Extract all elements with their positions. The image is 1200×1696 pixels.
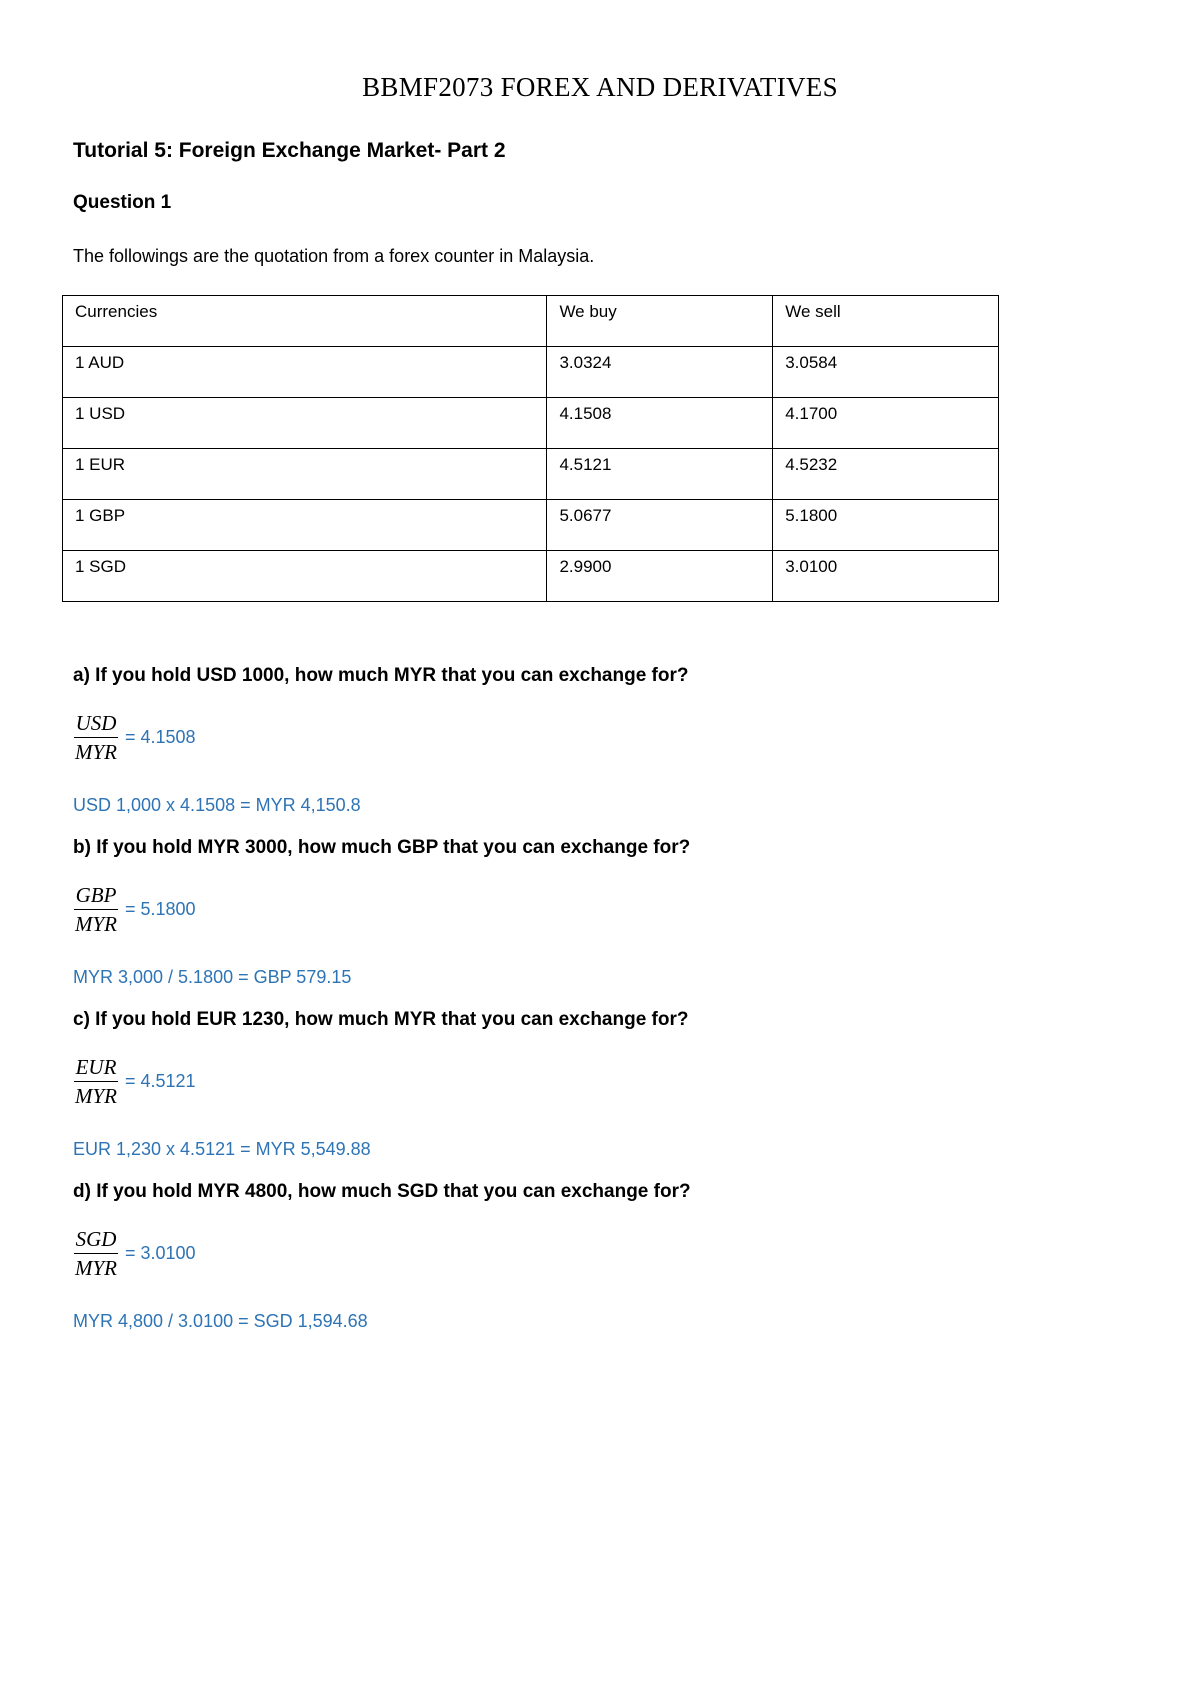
part-b <box>73 837 1073 987</box>
table-cell-currency: 1 EUR <box>63 449 547 500</box>
part-a-formula <box>73 709 196 766</box>
part-d-question: d) If you hold MYR 4800, how much SGD that you can exchange for? <box>73 1181 691 1202</box>
table-cell-currency: 1 USD <box>63 398 547 449</box>
fraction-denominator: MYR <box>75 912 117 936</box>
part-d-answer: MYR 4,800 / 3.0100 = SGD 1,594.68 <box>73 1311 368 1331</box>
part-a <box>73 665 1073 815</box>
part-c <box>73 1009 1073 1159</box>
table-header-currencies: Currencies <box>63 296 547 347</box>
fraction-numerator: SGD <box>74 1225 119 1254</box>
part-a-fraction <box>73 709 119 766</box>
part-d-fraction <box>73 1225 119 1282</box>
table-cell-sell: 4.5232 <box>773 449 999 500</box>
table-row <box>63 347 999 398</box>
question-heading: Question 1 <box>73 192 172 213</box>
part-b-fraction <box>73 881 119 938</box>
part-a-question: a) If you hold USD 1000, how much MYR that you can exchange for? <box>73 665 689 686</box>
part-c-rate: = 4.5121 <box>125 1071 196 1091</box>
table-row <box>63 500 999 551</box>
table-header-we-buy: We buy <box>547 296 773 347</box>
table-cell-buy: 5.0677 <box>547 500 773 551</box>
table-row <box>63 449 999 500</box>
part-c-answer: EUR 1,230 x 4.5121 = MYR 5,549.88 <box>73 1139 371 1159</box>
table-header-we-sell: We sell <box>773 296 999 347</box>
table-cell-buy: 2.9900 <box>547 551 773 602</box>
fraction-denominator: MYR <box>75 1256 117 1280</box>
fraction-denominator: MYR <box>75 1084 117 1108</box>
exchange-rate-table <box>62 295 999 602</box>
table-row <box>63 398 999 449</box>
part-c-fraction <box>73 1053 119 1110</box>
table-cell-sell: 5.1800 <box>773 500 999 551</box>
table-row <box>63 551 999 602</box>
table-cell-buy: 4.5121 <box>547 449 773 500</box>
part-b-question: b) If you hold MYR 3000, how much GBP that you can exchange for? <box>73 837 691 858</box>
fraction-numerator: GBP <box>74 881 119 910</box>
fraction-denominator: MYR <box>75 740 117 764</box>
part-d-rate: = 3.0100 <box>125 1243 196 1263</box>
document-title: BBMF2073 FOREX AND DERIVATIVES <box>362 72 838 102</box>
part-d-formula <box>73 1225 196 1282</box>
part-c-formula <box>73 1053 196 1110</box>
table-cell-buy: 3.0324 <box>547 347 773 398</box>
part-d <box>73 1181 1073 1331</box>
table-cell-sell: 4.1700 <box>773 398 999 449</box>
table-cell-sell: 3.0584 <box>773 347 999 398</box>
table-cell-sell: 3.0100 <box>773 551 999 602</box>
table-cell-currency: 1 AUD <box>63 347 547 398</box>
part-b-rate: = 5.1800 <box>125 899 196 919</box>
fraction-numerator: USD <box>74 709 119 738</box>
table-cell-currency: 1 GBP <box>63 500 547 551</box>
part-c-question: c) If you hold EUR 1230, how much MYR that you can exchange for? <box>73 1009 689 1030</box>
table-cell-currency: 1 SGD <box>63 551 547 602</box>
table-cell-buy: 4.1508 <box>547 398 773 449</box>
part-b-answer: MYR 3,000 / 5.1800 = GBP 579.15 <box>73 967 352 987</box>
tutorial-subtitle: Tutorial 5: Foreign Exchange Market- Part 2 <box>73 139 506 162</box>
fraction-numerator: EUR <box>74 1053 119 1082</box>
part-b-formula <box>73 881 196 938</box>
part-a-answer: USD 1,000 x 4.1508 = MYR 4,150.8 <box>73 795 361 815</box>
table-header-row <box>63 296 999 347</box>
part-a-rate: = 4.1508 <box>125 727 196 747</box>
intro-text: The followings are the quotation from a forex counter in Malaysia. <box>73 246 595 266</box>
